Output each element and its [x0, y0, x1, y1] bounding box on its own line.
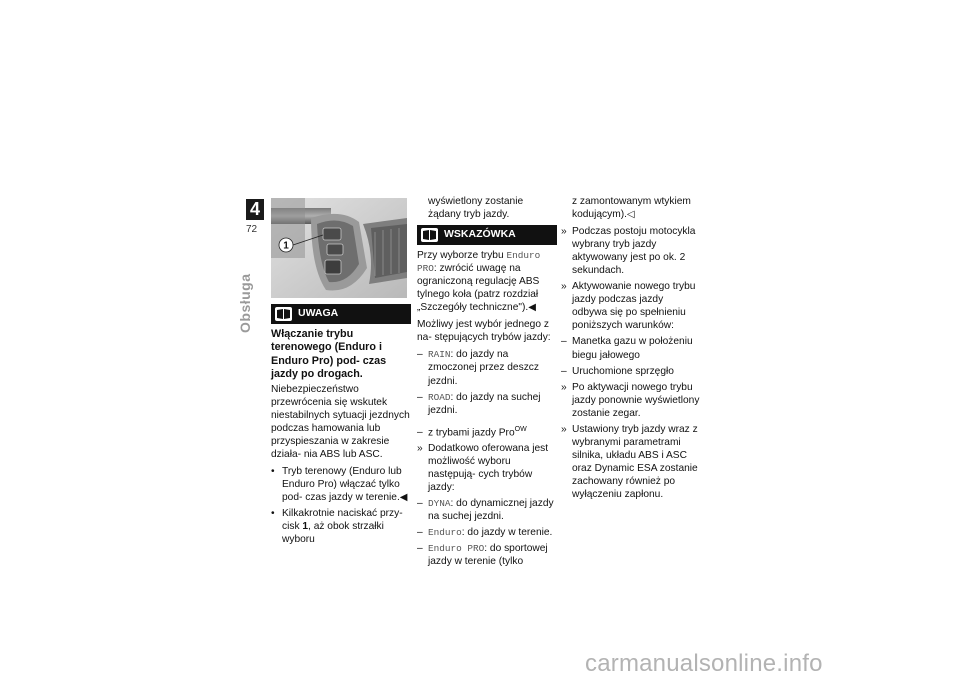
warning-body: Niebezpieczeństwo przewrócenia się wskutek niestabilnych sytuacji jezdnych podczas hamowania lub przyspieszania w zakresie działa- nia ABS lub ASC.: [271, 383, 410, 461]
list-item: – z trybami jazdy Pro$^{OW}$: [417, 425, 527, 439]
list-item: » Po aktywacji nowego trybu jazdy ponownie wyświetlony zostanie zegar.: [561, 381, 700, 419]
continued-text: z zamontowanym wtykiem kodującym).◁: [572, 196, 691, 221]
list-item: • Kilkakrotnie naciskać przy- cisk 1, aż obok strzałki wyboru: [271, 508, 403, 546]
tip-book-icon: [421, 228, 438, 242]
list-item: » Ustawiony tryb jazdy wraz z wybranymi parametrami silnika, układu ABS i ASC oraz Dynamic ESA zostanie zachowany również po wyłączeniu zapłonu.: [561, 423, 698, 500]
continued-text: wyświetlony zostanie żądany tryb jazdy.: [428, 196, 524, 221]
callout-1: 1: [283, 240, 289, 252]
list-item: – Manetka gazu w położeniu biegu jałowego: [561, 336, 693, 361]
list-item: » Dodatkowo oferowana jest możliwość wyboru następują- cych trybów jazdy:: [417, 443, 549, 494]
warning-notice: [271, 304, 411, 324]
list-item: » Aktywowanie nowego trybu jazdy podczas jazdy odbywa się po spełnieniu poniższych warunków:: [561, 281, 696, 332]
notice-label: WSKAZÓWKA: [444, 228, 516, 241]
list-item: – Uruchomione sprzęgło: [561, 365, 674, 377]
warning-book-icon: [275, 307, 292, 321]
tip-body: Przy wyborze trybu Enduro PRO: zwrócić uwagę na ograniczoną regulację ABS tylnego koła (patrz rozdział „Szczegóły techniczne").◀: [417, 250, 541, 314]
list-item: – Enduro: do jazdy w terenie.: [417, 527, 553, 539]
list-item: – DYNA: do dynamicznej jazdy na suchej jezdni.: [417, 498, 554, 523]
modes-intro: Możliwy jest wybór jednego z na- stępujących trybów jazdy:: [417, 319, 551, 344]
page-number: 72: [246, 224, 258, 235]
warning-heading: Włączanie trybu terenowego (Enduro i Enduro Pro) pod- czas jazdy po drogach.: [271, 328, 387, 381]
list-item: – RAIN: do jazdy na zmoczonej przez deszcz jezdni.: [417, 349, 539, 387]
list-item: – ROAD: do jazdy na suchej jezdni.: [417, 391, 541, 416]
list-item: • Tryb terenowy (Enduro lub Enduro Pro) włączać tylko pod- czas jazdy w terenie.◀: [271, 466, 408, 504]
column-1: [271, 304, 411, 550]
list-item: – Enduro PRO: do sportowej jazdy w terenie (tylko: [417, 543, 548, 568]
handlebar-switch-photo: [271, 198, 407, 298]
chapter-number: 4: [246, 199, 264, 220]
chapter-title: Obsługa: [237, 273, 253, 333]
tip-notice: [417, 225, 557, 245]
watermark: carmanualsonline.info: [585, 650, 823, 677]
notice-label: UWAGA: [298, 307, 339, 320]
list-item: » Podczas postoju motocykla wybrany tryb jazdy aktywowany jest po ok. 2 sekundach.: [561, 226, 696, 277]
column-2: [417, 195, 557, 572]
column-3: [561, 195, 701, 504]
